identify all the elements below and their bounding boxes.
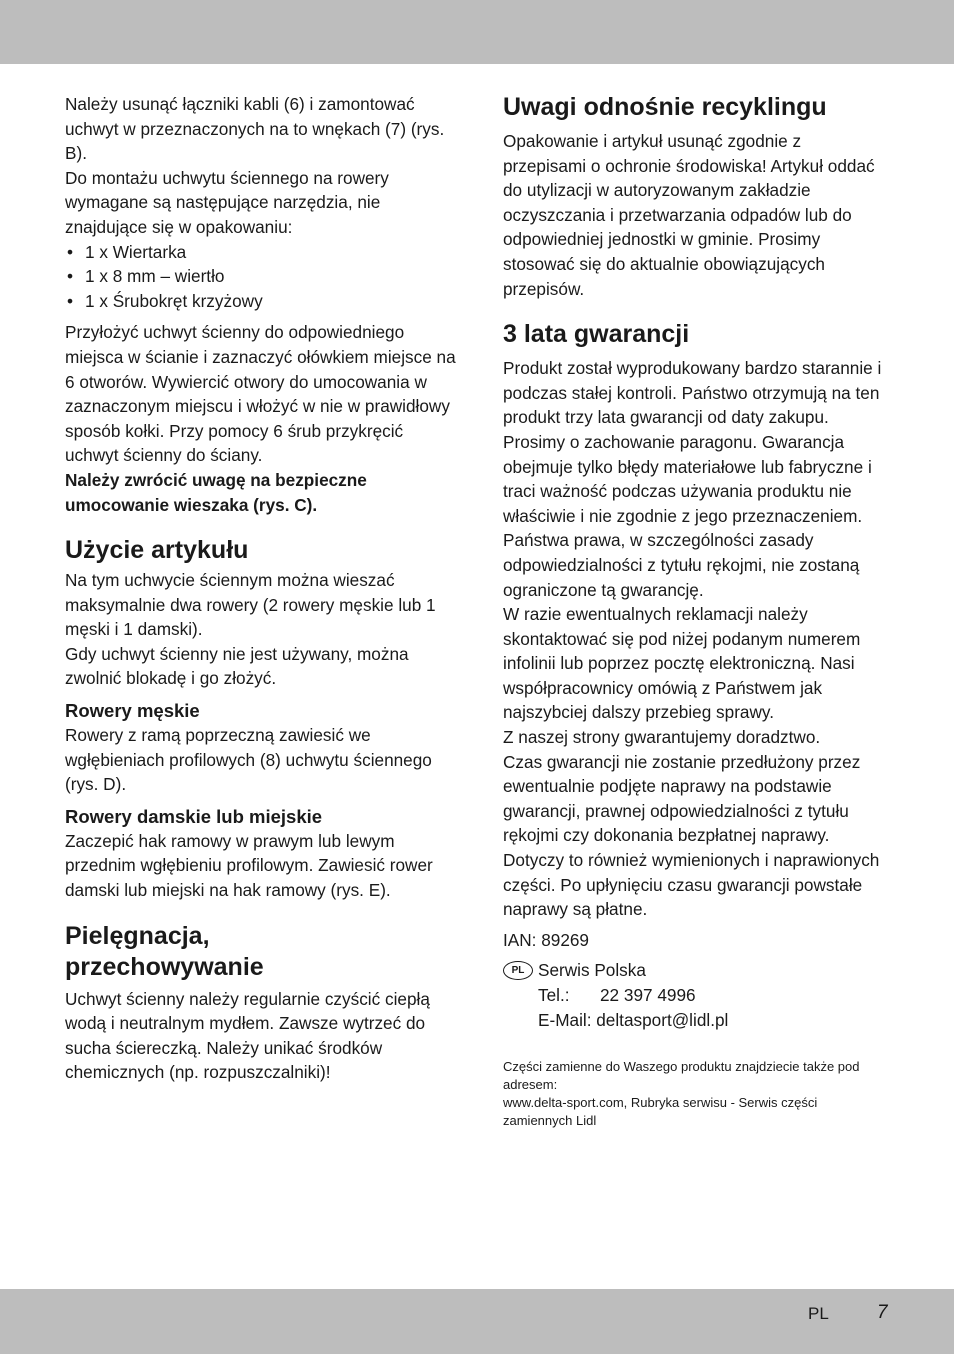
tools-list (65, 240, 457, 314)
mounting-warning: Należy zwrócić uwagę na bezpieczne umocowanie wieszaka (rys. C). (65, 469, 367, 515)
care-heading (65, 921, 457, 983)
warranty-heading: 3 lata gwarancji (503, 320, 690, 349)
usage-paragraph: Na tym uchwycie ściennym można wieszać maksymalnie dwa rowery (2 rowery męskie lub 1 męski i 1 damski). (65, 570, 436, 640)
mens-bikes-paragraph: Rowery z ramą poprzeczną zawiesić we wgłębieniach profilowych (8) uchwytu ściennego (rys. D). (65, 725, 432, 795)
intro-paragraph: Należy usunąć łączniki kabli (6) i zamontować uchwyt w przeznaczonych na to wnękach (7) (rys. B). (65, 94, 445, 164)
spare-parts-note: Części zamienne do Waszego produktu znajdziecie także pod adresem: (503, 1059, 860, 1093)
mounting-paragraph: Przyłożyć uchwyt ścienny do odpowiedniego miejsca w ścianie i zaznaczyć ołówkiem miejsce na 6 otworów. Wywiercić otwory do umocowania w zaznaczonym miejscu i włożyć w nie w prawidłowy sposób kołki. Przy pomocy 6 śrub przykręcić uchwyt ścienny do ściany. (65, 322, 456, 466)
complaints-paragraph: W razie ewentualnych reklamacji należy skontaktować się pod niżej podanym numerem infolinii lub poprzez pocztę elektroniczną. Nasi współpracownicy omówią z Państwem jak najszybciej dalszy przebieg sprawy. (503, 604, 861, 723)
usage-fold-paragraph: Gdy uchwyt ścienny nie jest używany, można zwolnić blokadę i go złożyć. (65, 643, 409, 689)
womens-bikes-heading: Rowery damskie lub miejskie (65, 805, 323, 827)
warranty-extension-paragraph: Czas gwarancji nie zostanie przedłużony przez ewentualnie podjęte naprawy na podstawie gwarancji, prawnej odpowiedzialności z tytułu rękojmi czy dokonania bezpłatnej naprawy. Dotyczy to również wymienionych i naprawionych części. Po upłynięciu czasu gwarancji powstałe naprawy są płatne. (503, 751, 880, 920)
advice-paragraph: Z naszej strony gwarantujemy doradztwo. (503, 727, 821, 748)
tools-intro: Do montażu uchwytu ściennego na rowery wymagane są następujące narzędzia, nie znajdujące się w opakowaniu: (65, 167, 389, 237)
womens-bikes-paragraph: Zaczepić hak ramowy w prawym lub lewym przednim wgłębieniu profilowym. Zawiesić rower damski lub miejski na hak ramowy (rys. E). (65, 830, 433, 901)
list-item: • 1 x Śrubokręt krzyżowy (65, 289, 457, 314)
country-badge-icon: PL (503, 961, 533, 980)
care-paragraph: Uchwyt ścienny należy regularnie czyścić ciepłą wodą i neutralnym mydłem. Zawsze wytrzeć do sucha ściereczką. Należy unikać środków chemicznych (np. rozpuszczalniki)! (65, 988, 430, 1083)
header-band (0, 0, 954, 64)
care-heading-line-2: przechowywanie (65, 952, 264, 981)
service-details (538, 958, 728, 1032)
service-block (503, 958, 887, 1032)
right-column (503, 92, 887, 1130)
care-heading-line-1: Pielęgnacja, (65, 921, 210, 950)
list-item: • 1 x 8 mm – wiertło (65, 264, 457, 289)
ian-number: IAN: 89269 (503, 929, 589, 950)
footer-language: PL (808, 1304, 829, 1323)
tel-number: 22 397 4996 (600, 985, 696, 1005)
recycling-paragraph: Opakowanie i artykuł usunąć zgodnie z przepisami o ochronie środowiska! Artykuł oddać do utylizacji w autoryzowanym zakładzie oczyszczania i przetwarzania odpadów lub do odpowiedniej jednostki w gminie. Prosimy stosować się do aktualnie obowiązujących przepisów. (503, 131, 875, 299)
tel-label: Tel.: (538, 985, 570, 1005)
spare-parts-url: www.delta-sport.com, Rubryka serwisu - Serwis części zamiennych Lidl (503, 1095, 818, 1129)
list-item: • 1 x Wiertarka (65, 240, 457, 265)
left-column (65, 92, 457, 1085)
service-email: E-Mail: deltasport@lidl.pl (538, 1009, 729, 1030)
warranty-paragraph: Produkt został wyprodukowany bardzo starannie i podczas stałej kontroli. Państwo otrzymują na ten produkt trzy lata gwarancji od daty zakupu. Prosimy o zachowanie paragonu. Gwarancja obejmuje tylko błędy materiałowe lub fabryczne i traci ważność podczas używania produktu nie właściwie i nie zgodnie z jego przeznaczeniem. Państwa prawa, w szczególności zasady odpowiedzialności z tytułu rękojmi, nie zostaną ograniczone tą gwarancję. (503, 358, 882, 600)
tel-row (538, 983, 728, 1008)
mens-bikes-heading: Rowery męskie (65, 700, 200, 722)
recycling-heading: Uwagi odnośnie recyklingu (503, 93, 827, 121)
page-number: 7 (877, 1302, 888, 1323)
usage-heading: Użycie artykułu (65, 536, 249, 565)
service-name: Serwis Polska (538, 960, 646, 981)
